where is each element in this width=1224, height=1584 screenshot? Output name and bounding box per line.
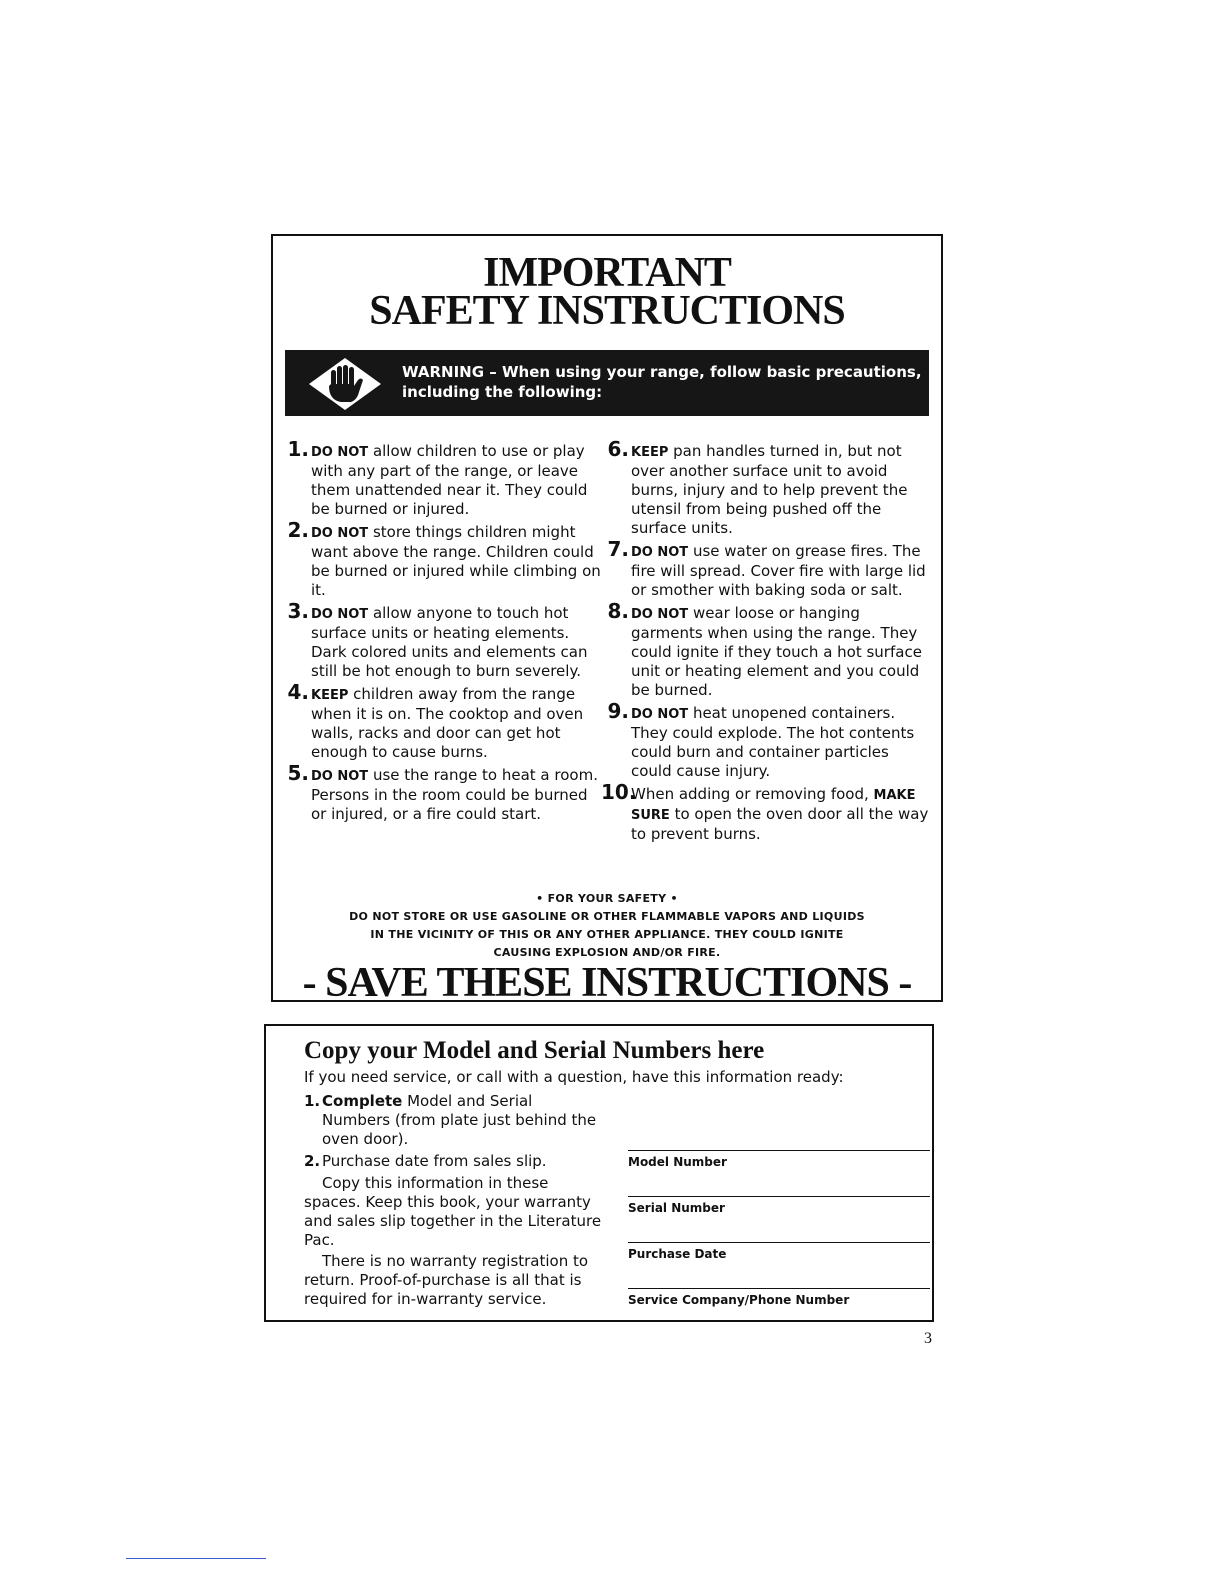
item-number: 2. xyxy=(287,518,309,542)
item-text: allow children to use or play with any part of the range, or leave them unattended near it. They could be burned or injured. xyxy=(311,442,588,518)
list-item xyxy=(601,537,931,600)
item-number: 5. xyxy=(287,761,309,785)
item-number: 4. xyxy=(287,680,309,704)
item-keyword: DO NOT xyxy=(631,545,689,560)
service-company-label: Service Company/Phone Number xyxy=(628,1293,850,1307)
list-item xyxy=(281,680,601,762)
item-number: 6. xyxy=(607,437,629,461)
step-1 xyxy=(304,1092,604,1149)
for-your-safety-heading: • FOR YOUR SAFETY • xyxy=(536,892,678,905)
item-keyword: DO NOT xyxy=(311,526,369,541)
warranty-paragraph xyxy=(304,1252,604,1309)
item-keyword: DO NOT xyxy=(311,769,369,784)
page-number: 3 xyxy=(924,1330,932,1347)
warning-text xyxy=(402,362,922,402)
title-safety-instructions: SAFETY INSTRUCTIONS xyxy=(369,288,845,334)
list-item xyxy=(601,780,931,844)
paragraph-text: Copy this information in these spaces. Keep this book, your warranty and sales slip together in the Literature Pac. xyxy=(304,1174,602,1249)
flammable-warning-line-3: CAUSING EXPLOSION AND/OR FIRE. xyxy=(493,946,721,959)
list-item xyxy=(601,599,931,700)
serial-number-field[interactable] xyxy=(628,1196,930,1215)
item-keyword: KEEP xyxy=(311,688,349,703)
purchase-date-field[interactable] xyxy=(628,1242,930,1261)
item-number: 1. xyxy=(287,437,309,461)
title-important: IMPORTANT xyxy=(483,250,731,296)
list-item xyxy=(601,699,931,781)
item-text: use the range to heat a room. Persons in the room could be burned or injured, or a fire could start. xyxy=(311,766,598,823)
list-item xyxy=(601,437,931,538)
step-number: 2. xyxy=(304,1152,321,1170)
step-2 xyxy=(304,1152,604,1171)
copy-paragraph xyxy=(304,1174,604,1250)
item-text: children away from the range when it is on. The cooktop and oven walls, racks and door can get hot enough to cause burns. xyxy=(311,685,584,761)
item-text: wear loose or hanging garments when using the range. They could ignite if they touch a hot surface unit or heating element and you could be burned. xyxy=(631,604,922,699)
bottom-rule xyxy=(126,1558,266,1559)
warning-line-2: including the following: xyxy=(402,383,603,401)
flammable-warning xyxy=(293,908,921,962)
item-keyword: MAKE SURE xyxy=(631,788,916,823)
safety-list-left xyxy=(281,437,601,828)
safety-instructions-box xyxy=(271,234,943,1006)
item-text: allow anyone to touch hot surface units or heating elements. Dark colored units and elements can still be hot enough to burn severely. xyxy=(311,604,588,680)
item-keyword: DO NOT xyxy=(311,445,369,460)
warning-line-1: WARNING – When using your range, follow basic precautions, xyxy=(402,363,922,381)
item-number: 7. xyxy=(607,537,629,561)
service-company-field[interactable] xyxy=(628,1288,930,1307)
flammable-warning-line-1: DO NOT STORE OR USE GASOLINE OR OTHER FLAMMABLE VAPORS AND LIQUIDS xyxy=(349,910,865,923)
item-text: use water on grease fires. The fire will spread. Cover fire with large lid or smother with baking soda or salt. xyxy=(631,542,926,599)
copy-intro: If you need service, or call with a question, have this information ready: xyxy=(304,1068,844,1086)
item-text: to open the oven door all the way to prevent burns. xyxy=(631,805,929,843)
list-item xyxy=(281,518,601,600)
paragraph-text: There is no warranty registration to return. Proof-of-purchase is all that is required for in-warranty service. xyxy=(304,1252,589,1308)
item-number: 10. xyxy=(601,780,637,804)
model-number-label: Model Number xyxy=(628,1155,727,1169)
item-keyword: DO NOT xyxy=(631,607,689,622)
item-number: 8. xyxy=(607,599,629,623)
model-number-field[interactable] xyxy=(628,1150,930,1169)
save-instructions-title: - SAVE THESE INSTRUCTIONS - xyxy=(302,960,912,1006)
step-number: 1. xyxy=(304,1092,321,1110)
list-item xyxy=(281,761,601,824)
list-item xyxy=(281,437,601,519)
flammable-warning-line-2: IN THE VICINITY OF THIS OR ANY OTHER APPLIANCE. THEY COULD IGNITE xyxy=(370,928,844,941)
serial-number-label: Serial Number xyxy=(628,1201,725,1215)
item-text: pan handles turned in, but not over another surface unit to avoid burns, injury and to help prevent the utensil from being pushed off the surface units. xyxy=(631,442,908,537)
purchase-date-label: Purchase Date xyxy=(628,1247,727,1261)
step-text: Model and Serial Numbers (from plate just behind the oven door). xyxy=(322,1092,597,1148)
item-number: 3. xyxy=(287,599,309,623)
copy-title: Copy your Model and Serial Numbers here xyxy=(304,1037,765,1064)
item-keyword: DO NOT xyxy=(311,607,369,622)
warning-banner xyxy=(285,350,929,416)
item-number: 9. xyxy=(607,699,629,723)
model-serial-box xyxy=(264,1024,934,1322)
step-keyword: Complete xyxy=(322,1092,403,1110)
safety-list-right xyxy=(601,437,931,848)
item-text-pre: When adding or removing food, xyxy=(631,785,874,803)
item-text: heat unopened containers. They could explode. The hot contents could burn and container particles could cause injury. xyxy=(631,704,915,780)
item-text: store things children might want above the range. Children could be burned or injured while climbing on it. xyxy=(311,523,601,599)
step-text: Purchase date from sales slip. xyxy=(322,1152,547,1170)
item-keyword: DO NOT xyxy=(631,707,689,722)
hand-icon xyxy=(307,356,383,412)
item-keyword: KEEP xyxy=(631,445,669,460)
copy-steps xyxy=(304,1092,604,1309)
list-item xyxy=(281,599,601,681)
